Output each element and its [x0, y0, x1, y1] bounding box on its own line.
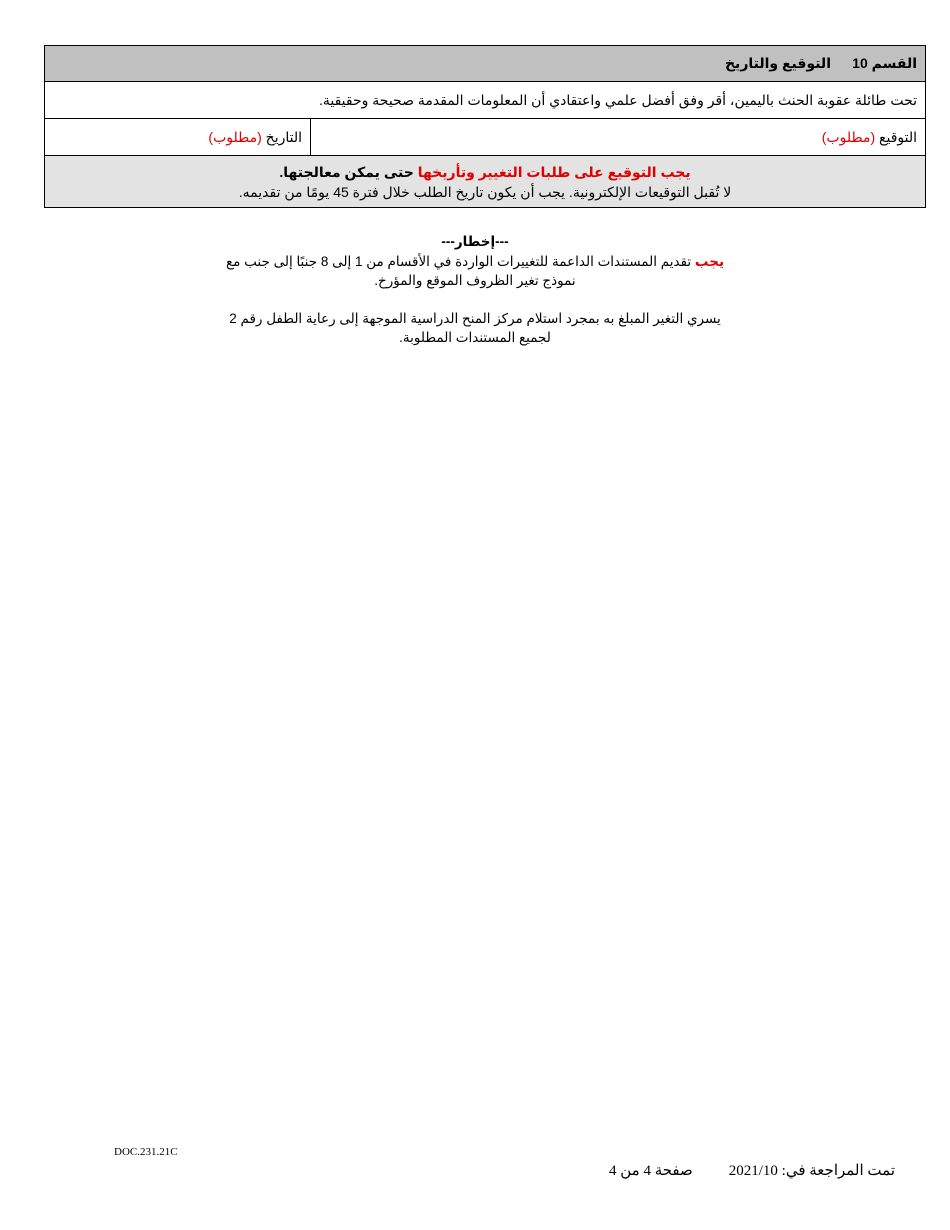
section-title: التوقيع والتاريخ	[724, 55, 831, 71]
section-header-row	[45, 46, 926, 82]
alert-paragraph-1	[220, 252, 730, 290]
signature-required: (مطلوب)	[821, 128, 876, 145]
notice-bold-text: حتى يمكن معالجتها.	[279, 163, 414, 180]
date-required: (مطلوب)	[208, 128, 262, 145]
declaration-text: تحت طائلة عقوبة الحنث باليمين، أقر وفق أفضل علمي واعتقادي أن المعلومات المقدمة صحيحة وحقيقية.	[45, 82, 926, 119]
date-label: التاريخ	[265, 128, 302, 145]
revision-date: تمت المراجعة في: 2021/10	[728, 1163, 895, 1179]
section-10-table	[44, 45, 926, 208]
alert-p1-red: يجب	[694, 254, 725, 269]
signature-label: التوقيع	[879, 128, 917, 145]
signature-field[interactable]	[311, 119, 926, 156]
section-header	[45, 46, 926, 82]
notice-line-2: لا تُقبل التوقيعات الإلكترونية. يجب أن يكون تاريخ الطلب خلال فترة 45 يومًا من تقديمه.	[238, 183, 732, 200]
declaration-row	[45, 82, 926, 119]
date-field[interactable]	[45, 119, 311, 156]
signature-date-row	[45, 119, 926, 156]
doc-code: DOC.231.21C	[114, 1146, 178, 1158]
alert-paragraph-2: يسري التغير المبلغ به بمجرد استلام مركز المنح الدراسية الموجهة إلى رعاية الطفل رقم 2 لجميع المستندات المطلوبة.	[229, 311, 721, 345]
section-number-value: 10	[852, 55, 868, 71]
notice-line-1	[53, 162, 917, 182]
page-footer	[609, 1161, 895, 1180]
section-label: القسم	[871, 55, 917, 71]
notice-row	[45, 156, 926, 208]
notice-cell	[45, 156, 926, 208]
section-number	[831, 55, 917, 72]
alert-p1-text: تقديم المستندات الداعمة للتغييرات الواردة في الأقسام من 1 إلى 8 جنبًا إلى جنب مع نموذج تغير الظروف الموقع والمؤرخ.	[225, 254, 692, 288]
alert-title: ---إخطار---	[441, 234, 509, 249]
notice-red-text: يجب التوقيع على طلبات التغيير وتأريخها	[417, 163, 691, 180]
page-number: صفحة 4 من 4	[608, 1163, 693, 1179]
